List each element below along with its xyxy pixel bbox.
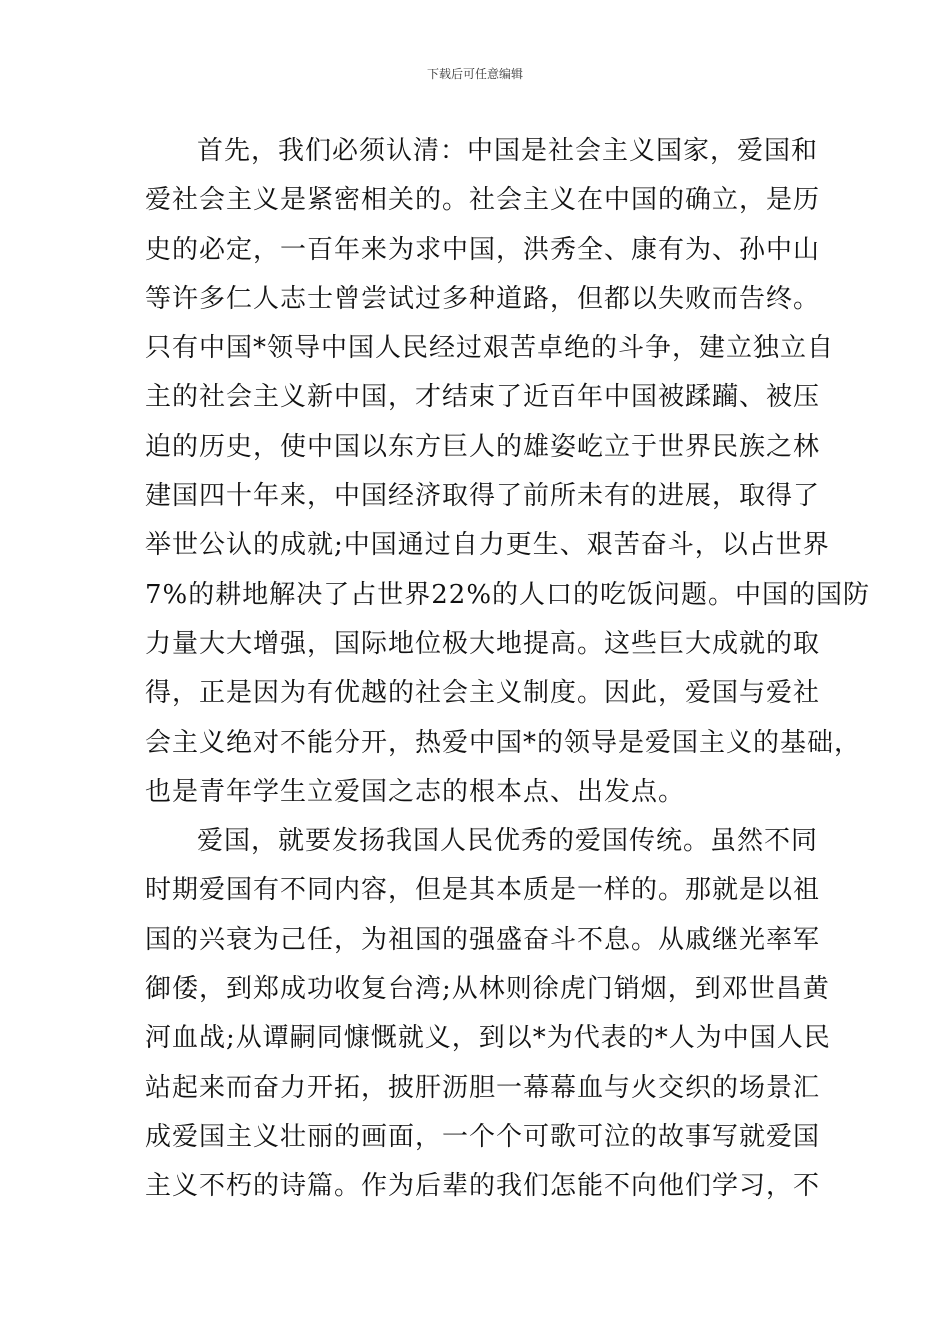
- paragraph-1-line-1: 首先，我们必须认清：中国是社会主义国家，爱国和: [197, 136, 819, 166]
- document-body: [145, 127, 871, 1212]
- paragraph-1-line-13: 会主义绝对不能分开，热爱中国*的领导是爱国主义的基础，: [145, 727, 862, 758]
- paragraph-1-line-4: 等许多仁人志士曾尝试过多种道路，但都以失败而告终。: [145, 283, 821, 314]
- paragraph-1-line-8: 建国四十年来，中国经济取得了前所未有的进展，取得了: [145, 481, 821, 512]
- paragraph-1-line-3: 史的必定，一百年来为求中国，洪秀全、康有为、孙中山: [145, 234, 821, 265]
- paragraph-1-line-7: 迫的历史，使中国以东方巨人的雄姿屹立于世界民族之林: [145, 431, 821, 462]
- page-header-note: 下载后可任意编辑: [426, 67, 523, 81]
- paragraph-2-line-2: 时期爱国有不同内容，但是其本质是一样的。那就是以祖: [145, 875, 821, 906]
- paragraph-2-line-5: 河血战;从谭嗣同慷慨就义，到以*为代表的*人为中国人民: [145, 1023, 831, 1054]
- paragraph-2-line-4: 御倭，到郑成功收复台湾;从林则徐虎门销烟，到邓世昌黄: [145, 974, 830, 1005]
- paragraph-2-line-3: 国的兴衰为己任，为祖国的强盛奋斗不息。从戚继光率军: [145, 924, 821, 955]
- paragraph-1-line-14: 也是青年学生立爱国之志的根本点、出发点。: [145, 776, 686, 807]
- paragraph-1-line-10: 7%的耕地解决了占世界22%的人口的吃饭问题。中国的国防: [145, 579, 871, 610]
- paragraph-2-line-7: 成爱国主义壮丽的画面，一个个可歌可泣的故事写就爱国: [145, 1121, 821, 1152]
- paragraph-2-line-1: 爱国，就要发扬我国人民优秀的爱国传统。虽然不同: [197, 826, 819, 857]
- paragraph-2-line-8: 主义不朽的诗篇。作为后辈的我们怎能不向他们学习，不: [145, 1171, 821, 1202]
- paragraph-2-line-6: 站起来而奋力开拓，披肝沥胆一幕幕血与火交织的场景汇: [145, 1072, 821, 1103]
- paragraph-1-line-11: 力量大大增强，国际地位极大地提高。这些巨大成就的取: [145, 628, 821, 659]
- paragraph-1-line-6: 主的社会主义新中国，才结束了近百年中国被蹂躏、被压: [145, 382, 821, 413]
- paragraph-1-line-9: 举世公认的成就;中国通过自力更生、艰苦奋斗，以占世界: [145, 530, 830, 561]
- paragraph-1-line-12: 得，正是因为有优越的社会主义制度。因此，爱国与爱社: [145, 678, 821, 709]
- paragraph-1-line-2: 爱社会主义是紧密相关的。社会主义在中国的确立，是历: [145, 185, 821, 216]
- paragraph-1-line-5: 只有中国*领导中国人民经过艰苦卓绝的斗争，建立独立自: [145, 333, 835, 364]
